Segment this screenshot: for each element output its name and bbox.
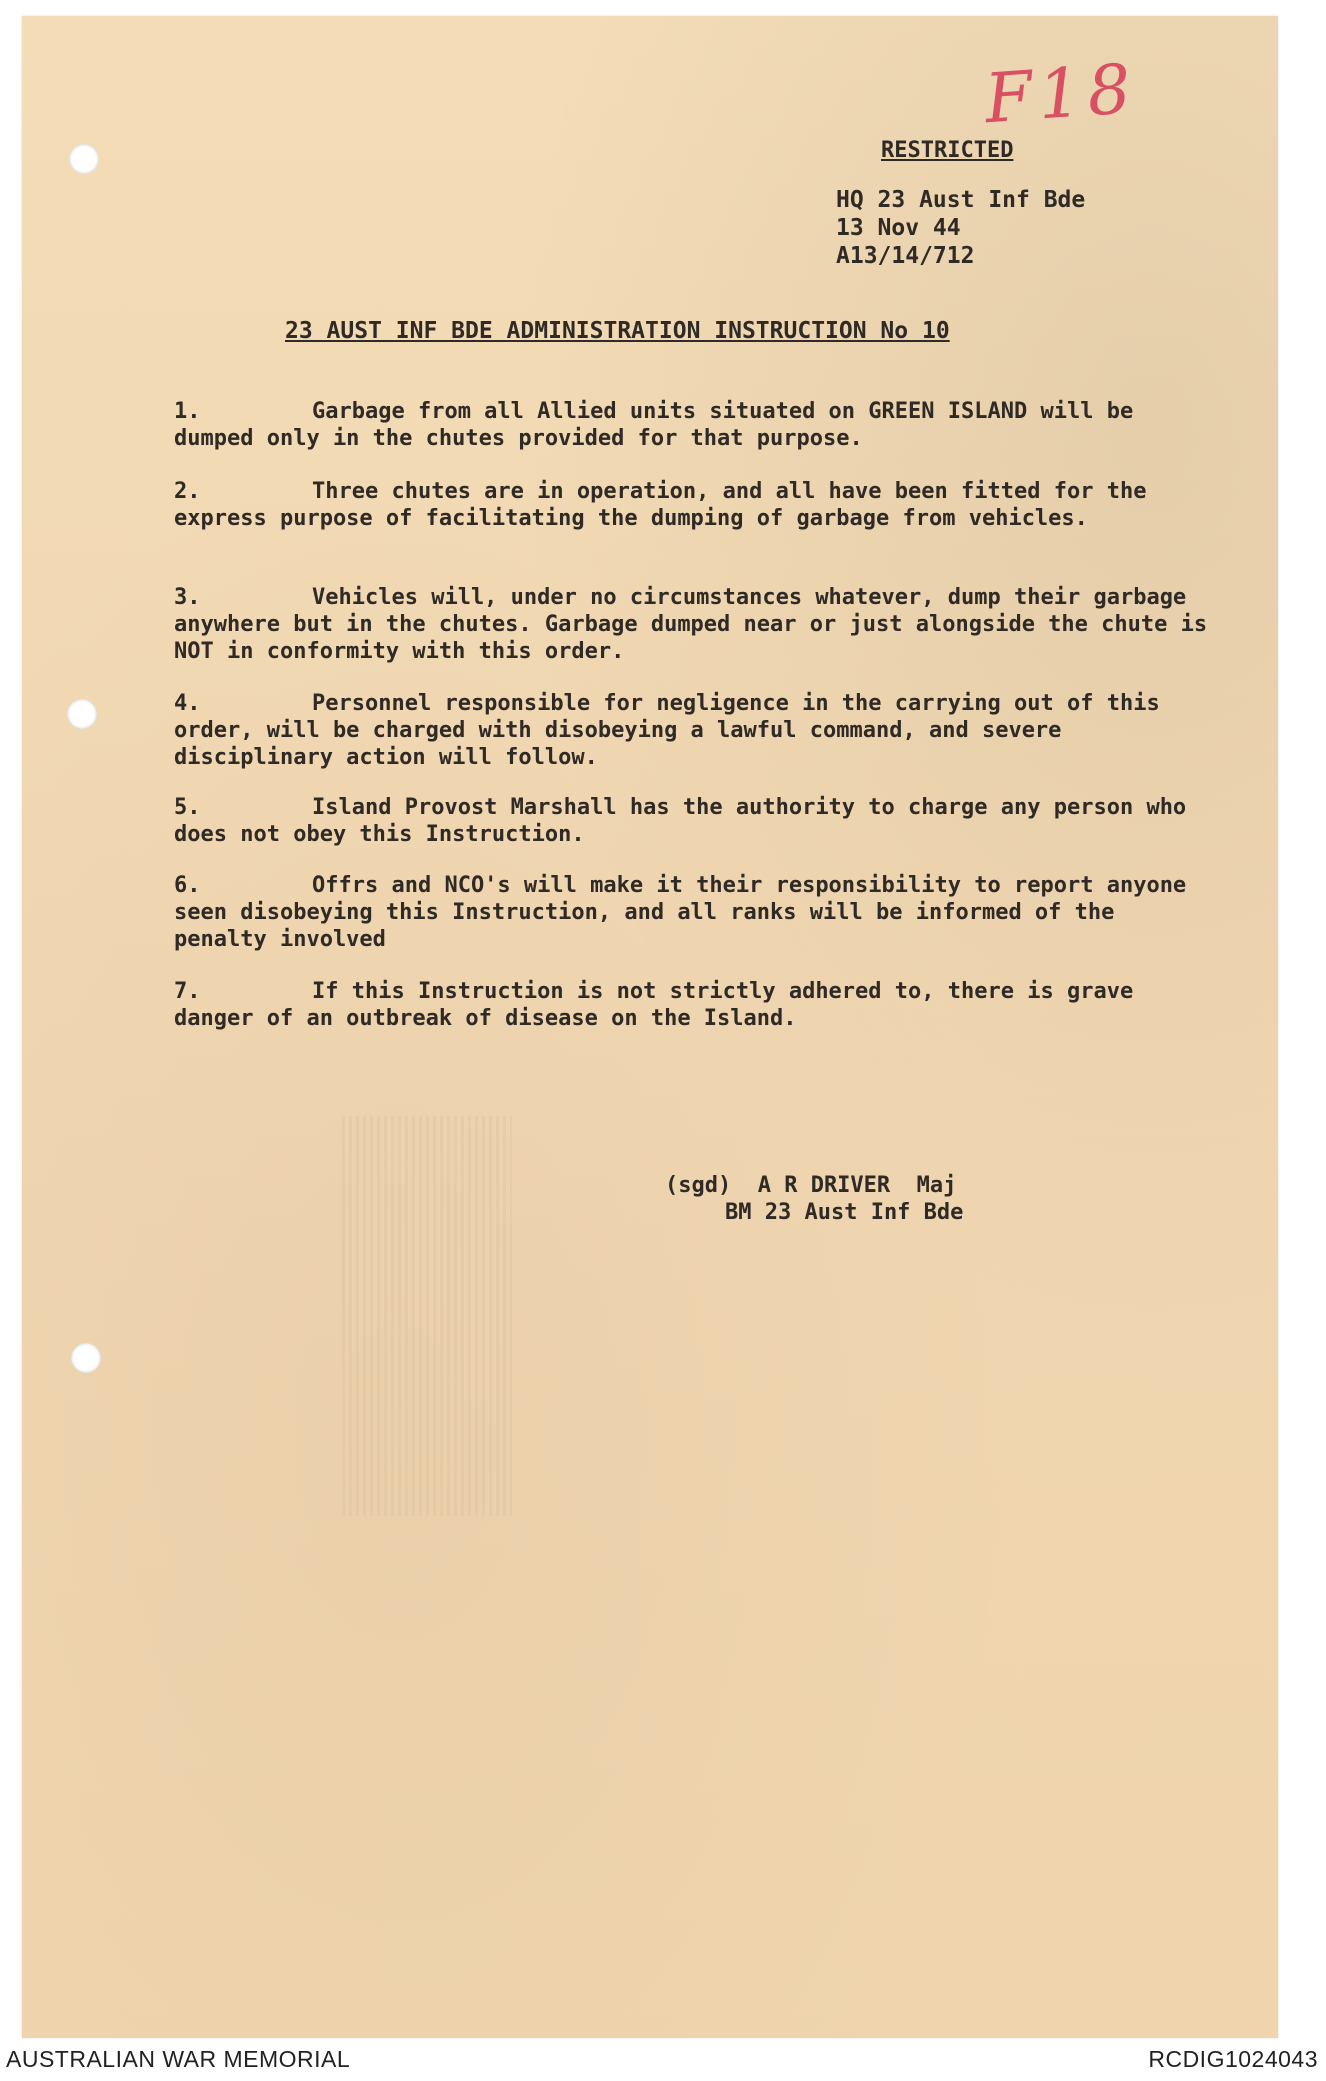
footer-source: AUSTRALIAN WAR MEMORIAL	[6, 2046, 351, 2072]
signature-appointment: BM 23 Aust Inf Bde	[725, 1200, 964, 1225]
paragraph-number: 4.	[174, 691, 201, 716]
paragraph-4	[174, 690, 1216, 771]
paragraph-3	[174, 584, 1216, 665]
punch-hole	[71, 1343, 101, 1373]
paragraph-5	[174, 794, 1216, 848]
paragraph-number: 7.	[174, 979, 201, 1004]
paragraph-text: Three chutes are in operation, and all have been fitted for the express purpose of facilitating the dumping of garbage from vehicles.	[174, 479, 1147, 531]
punch-hole	[69, 144, 99, 174]
paragraph-text: Garbage from all Allied units situated on GREEN ISLAND will be dumped only in the chutes provided for that purpose.	[174, 399, 1134, 451]
paragraph-text: If this Instruction is not strictly adhered to, there is grave danger of an outbreak of disease on the Island.	[174, 979, 1134, 1031]
paragraph-number: 1.	[174, 399, 201, 424]
signature-block	[665, 1172, 963, 1226]
header-line-hq: HQ 23 Aust Inf Bde	[836, 187, 1086, 213]
document-title: 23 AUST INF BDE ADMINISTRATION INSTRUCTION No 10	[285, 318, 950, 344]
folio-mark: F18	[982, 49, 1140, 140]
paragraph-text: Vehicles will, under no circumstances whatever, dump their garbage anywhere but in the chutes. Garbage dumped near or just alongside the chute is NOT in conformity with this order.	[174, 585, 1208, 664]
header-line-reference: A13/14/712	[836, 243, 975, 269]
document-header	[836, 186, 1085, 270]
paragraph-1	[174, 398, 1216, 452]
paragraph-text: Offrs and NCO's will make it their responsibility to report anyone seen disobeying this Instruction, and all ranks will be informed of the penalty involved	[174, 873, 1187, 952]
punch-hole	[67, 699, 97, 729]
paragraph-6	[174, 872, 1216, 953]
footer-record-id: RCDIG1024043	[1148, 2046, 1318, 2072]
paragraph-2	[174, 478, 1216, 532]
classification-marking: RESTRICTED	[881, 138, 1014, 163]
header-line-date: 13 Nov 44	[836, 215, 961, 241]
paragraph-7	[174, 978, 1216, 1032]
paragraph-text: Island Provost Marshall has the authority to charge any person who does not obey this Instruction.	[174, 795, 1187, 847]
paragraph-number: 3.	[174, 585, 201, 610]
paragraph-number: 2.	[174, 479, 201, 504]
ink-smudge	[342, 1116, 512, 1516]
paragraph-number: 6.	[174, 873, 201, 898]
paragraph-text: Personnel responsible for negligence in the carrying out of this order, will be charged with disobeying a lawful command, and severe disciplinary action will follow.	[174, 691, 1160, 770]
signature-name: (sgd) A R DRIVER Maj	[665, 1173, 957, 1198]
paragraph-number: 5.	[174, 795, 201, 820]
